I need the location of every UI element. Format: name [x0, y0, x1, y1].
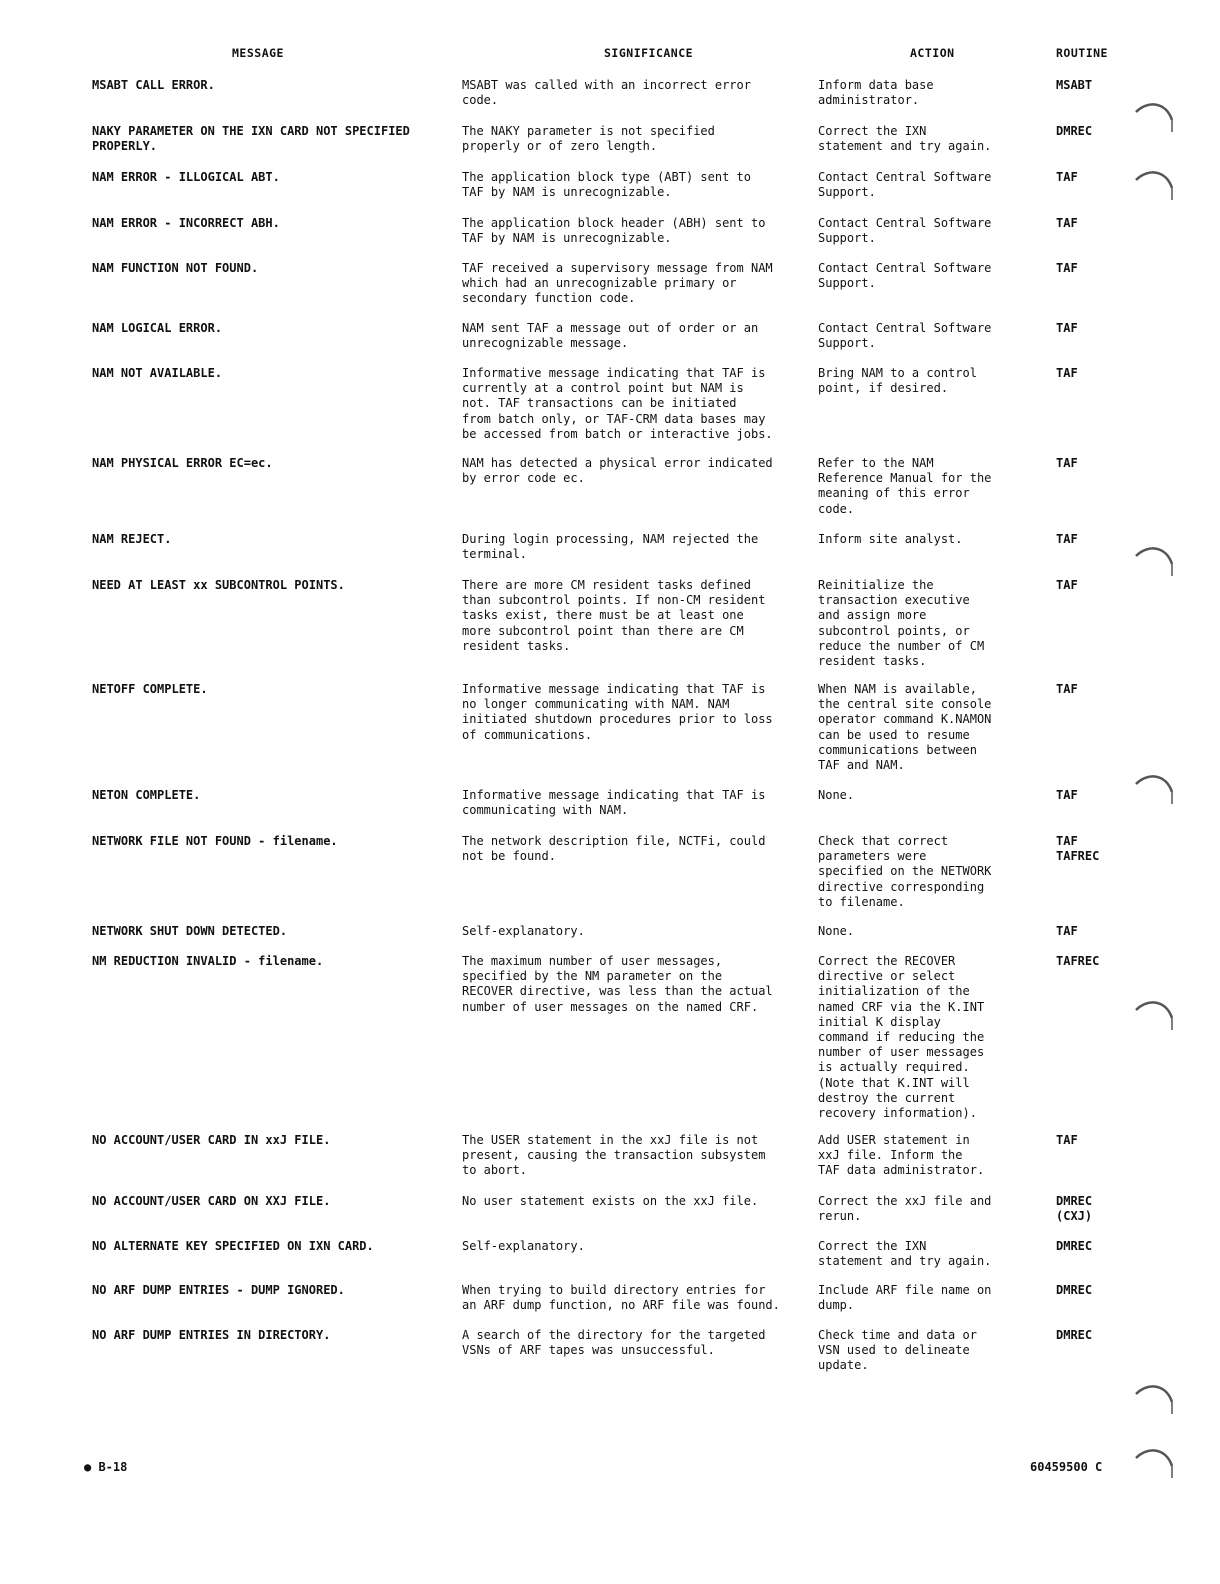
significance-cell: Informative message indicating that TAF is communicating with NAM.: [462, 788, 766, 818]
message-cell: NEED AT LEAST xx SUBCONTROL POINTS.: [92, 578, 345, 592]
action-cell: Correct the RECOVER directive or select initialization of the named CRF via the K.INT initial K display command if reducing the number of user messages is actually required. (Note that K.INT will destroy the current recovery information).: [818, 954, 985, 1121]
message-cell: NO ACCOUNT/USER CARD IN xxJ FILE.: [92, 1133, 331, 1147]
routine-cell: DMREC (CXJ): [1056, 1194, 1093, 1224]
message-cell: NETON COMPLETE.: [92, 788, 201, 802]
message-cell: NAM REJECT.: [92, 532, 172, 546]
message-cell: NAM ERROR - ILLOGICAL ABT.: [92, 170, 280, 184]
routine-cell: TAF: [1056, 682, 1078, 696]
binder-hole-mark-icon: [1128, 164, 1180, 216]
routine-cell: TAF: [1056, 216, 1078, 230]
routine-cell: DMREC: [1056, 1239, 1093, 1253]
page-number: ● B-18: [84, 1460, 128, 1474]
message-cell: NAM LOGICAL ERROR.: [92, 321, 223, 335]
message-cell: NETWORK SHUT DOWN DETECTED.: [92, 924, 288, 938]
significance-cell: During login processing, NAM rejected the terminal.: [462, 532, 759, 562]
column-header-action: ACTION: [910, 46, 955, 60]
action-cell: Inform data base administrator.: [818, 78, 934, 108]
message-cell: NO ARF DUMP ENTRIES IN DIRECTORY.: [92, 1328, 331, 1342]
significance-cell: No user statement exists on the xxJ file.: [462, 1194, 759, 1208]
column-header-routine: ROUTINE: [1056, 46, 1108, 60]
significance-cell: TAF received a supervisory message from NAM which had an unrecognizable primary or secondary function code.: [462, 261, 773, 306]
message-cell: NAM FUNCTION NOT FOUND.: [92, 261, 259, 275]
binder-hole-mark-icon: [1128, 1442, 1180, 1494]
significance-cell: The maximum number of user messages, specified by the NM parameter on the RECOVER directive, was less than the actual number of user messages on the named CRF.: [462, 954, 773, 1014]
routine-cell: TAF: [1056, 170, 1078, 184]
routine-cell: MSABT: [1056, 78, 1093, 92]
routine-cell: TAFREC: [1056, 954, 1100, 968]
action-cell: Include ARF file name on dump.: [818, 1283, 992, 1313]
significance-cell: Informative message indicating that TAF is no longer communicating with NAM. NAM initiated shutdown procedures prior to loss of communications.: [462, 682, 773, 742]
action-cell: Add USER statement in xxJ file. Inform the TAF data administrator.: [818, 1133, 985, 1178]
action-cell: Correct the IXN statement and try again.: [818, 124, 992, 154]
significance-cell: Self-explanatory.: [462, 924, 585, 938]
message-cell: NO ALTERNATE KEY SPECIFIED ON IXN CARD.: [92, 1239, 374, 1253]
routine-cell: TAF: [1056, 366, 1078, 380]
significance-cell: NAM has detected a physical error indicated by error code ec.: [462, 456, 773, 486]
significance-cell: There are more CM resident tasks defined than subcontrol points. If non-CM resident tasks exist, there must be at least one more subcontrol point than there are CM resident tasks.: [462, 578, 766, 653]
significance-cell: The NAKY parameter is not specified properly or of zero length.: [462, 124, 715, 154]
significance-cell: The application block header (ABH) sent to TAF by NAM is unrecognizable.: [462, 216, 766, 246]
significance-cell: The USER statement in the xxJ file is not present, causing the transaction subsystem to abort.: [462, 1133, 766, 1178]
routine-cell: TAF: [1056, 924, 1078, 938]
significance-cell: MSABT was called with an incorrect error code.: [462, 78, 751, 108]
binder-hole-mark-icon: [1128, 768, 1180, 820]
binder-hole-mark-icon: [1128, 540, 1180, 592]
binder-hole-mark-icon: [1128, 96, 1180, 148]
routine-cell: TAF: [1056, 261, 1078, 275]
action-cell: Contact Central Software Support.: [818, 170, 992, 200]
action-cell: Contact Central Software Support.: [818, 321, 992, 351]
message-cell: NM REDUCTION INVALID - filename.: [92, 954, 324, 968]
significance-cell: A search of the directory for the targeted VSNs of ARF tapes was unsuccessful.: [462, 1328, 766, 1358]
binder-hole-mark-icon: [1128, 994, 1180, 1046]
significance-cell: When trying to build directory entries for an ARF dump function, no ARF file was found.: [462, 1283, 780, 1313]
message-cell: NAM PHYSICAL ERROR EC=ec.: [92, 456, 273, 470]
significance-cell: NAM sent TAF a message out of order or an unrecognizable message.: [462, 321, 759, 351]
message-cell: NETWORK FILE NOT FOUND - filename.: [92, 834, 338, 848]
action-cell: Check that correct parameters were specified on the NETWORK directive corresponding to filename.: [818, 834, 992, 909]
action-cell: Refer to the NAM Reference Manual for the meaning of this error code.: [818, 456, 992, 516]
action-cell: When NAM is available, the central site console operator command K.NAMON can be used to resume communications between TAF and NAM.: [818, 682, 992, 773]
action-cell: Contact Central Software Support.: [818, 216, 992, 246]
action-cell: Reinitialize the transaction executive and assign more subcontrol points, or reduce the number of CM resident tasks.: [818, 578, 985, 669]
routine-cell: TAF: [1056, 1133, 1078, 1147]
routine-cell: DMREC: [1056, 1283, 1093, 1297]
routine-cell: TAF: [1056, 788, 1078, 802]
message-cell: NO ACCOUNT/USER CARD ON XXJ FILE.: [92, 1194, 331, 1208]
routine-cell: TAF: [1056, 456, 1078, 470]
action-cell: Contact Central Software Support.: [818, 261, 992, 291]
message-cell: NETOFF COMPLETE.: [92, 682, 208, 696]
action-cell: Check time and data or VSN used to delineate update.: [818, 1328, 977, 1373]
routine-cell: TAF: [1056, 578, 1078, 592]
column-header-message: MESSAGE: [232, 46, 284, 60]
binder-hole-mark-icon: [1128, 1378, 1180, 1430]
message-cell: NAM ERROR - INCORRECT ABH.: [92, 216, 280, 230]
routine-cell: TAF: [1056, 321, 1078, 335]
routine-cell: TAF TAFREC: [1056, 834, 1100, 864]
routine-cell: DMREC: [1056, 1328, 1093, 1342]
message-cell: MSABT CALL ERROR.: [92, 78, 215, 92]
significance-cell: The network description file, NCTFi, could not be found.: [462, 834, 766, 864]
message-cell: NO ARF DUMP ENTRIES - DUMP IGNORED.: [92, 1283, 345, 1297]
routine-cell: TAF: [1056, 532, 1078, 546]
routine-cell: DMREC: [1056, 124, 1093, 138]
column-header-significance: SIGNIFICANCE: [604, 46, 694, 60]
action-cell: Bring NAM to a control point, if desired.: [818, 366, 977, 396]
action-cell: Correct the xxJ file and rerun.: [818, 1194, 992, 1224]
message-cell: NAKY PARAMETER ON THE IXN CARD NOT SPECIFIED PROPERLY.: [92, 124, 410, 154]
document-number: 60459500 C: [1030, 1460, 1103, 1474]
action-cell: None.: [818, 924, 855, 938]
message-cell: NAM NOT AVAILABLE.: [92, 366, 223, 380]
significance-cell: Informative message indicating that TAF is currently at a control point but NAM is not. TAF transactions can be initiated from batch only, or TAF-CRM data bases may be accessed from batch or interactive jobs.: [462, 366, 773, 441]
significance-cell: The application block type (ABT) sent to TAF by NAM is unrecognizable.: [462, 170, 751, 200]
action-cell: Correct the IXN statement and try again.: [818, 1239, 992, 1269]
significance-cell: Self-explanatory.: [462, 1239, 585, 1253]
action-cell: Inform site analyst.: [818, 532, 963, 546]
action-cell: None.: [818, 788, 855, 802]
